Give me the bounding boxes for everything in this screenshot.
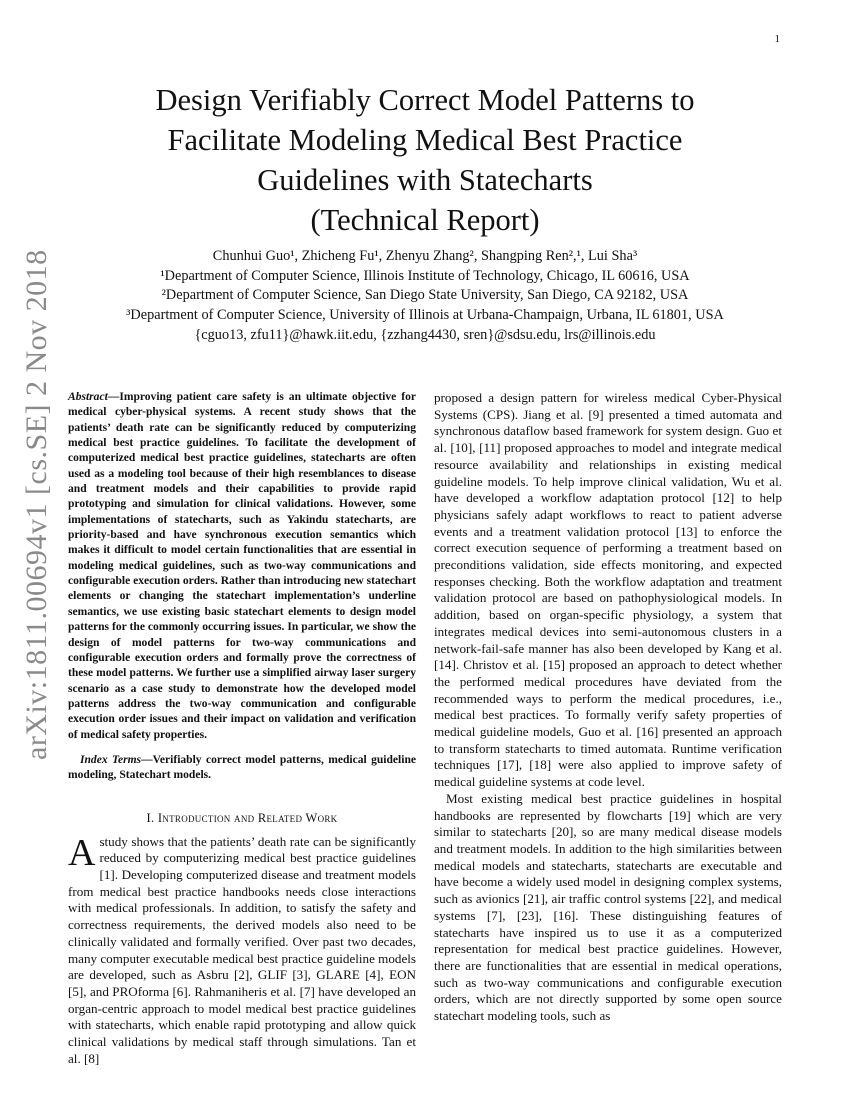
- abstract-text: —Improving patient care safety is an ultimate objective for medical cyber-physical systems. A recent study shows that the patients’ death rate can be significantly reduced by computerizing medical best practice guidelines. To facilitate the development of computerized medical best practice guidelines, statecharts are often used as a modeling tool because of their high resemblances to disease and treatment models and their capabilities to provide rapid prototyping and simulation for clinical validations. However, some implementations of statecharts, such as Yakindu statecharts, are priority-based and have synchronous execution semantics which makes it difficult to model certain functionalities that are essential in modeling medical guidelines, such as two-way communications and configurable execution orders. Rather than introducing new statechart elements or changing the statechart implementation’s underline semantics, we use existing basic statechart elements to design model patterns for the commonly occurring issues. In particular, we show the design of model patterns for two-way communications and configurable execution orders and formally prove the correctness of these model patterns. We further use a simplified airway laser surgery scenario as a case study to demonstrate how the developed model patterns address the two-way communication and configurable execution order issues and their impact on validation and verification of medical safety properties.: [68, 391, 416, 741]
- intro-paragraph-2: Most existing medical best practice guidelines in hospital handbooks are represented by flowcharts [19] which are very similar to statecharts [20], so are many medical disease models and treatment models. In addition to the high similarities between medical models and statecharts, statecharts are executable and have become a widely used model in designing complex systems, such as avionics [21], air traffic control systems [22], and medical systems [7], [23], [16]. These distinguishing features of statecharts have inspired us to use it as a computerized representation for medical best practice guidelines. However, there are functionalities that are essential in medical operations, such as two-way communications and configurable execution orders, which are not directly supported by some open source statechart modeling tools, such as: [434, 790, 782, 1024]
- intro-paragraph-continued: proposed a design pattern for wireless medical Cyber-Physical Systems (CPS). Jiang et al. [9] presented a timed automata and synchronous dataflow based framework for system design. Guo et al. [10], [11] proposed approaches to model and integrate medical resource availability and relationships in existing medical guideline models. To help improve clinical validation, Wu et al. have developed a workflow adaptation protocol [12] to help physicians safely adapt workflows to react to patient adverse events and a treatment validation protocol [13] to enforce the correct execution sequence of performing a treatment based on preconditions validation, side effects monitoring, and expected responses checking. Both the workflow adaptation and treatment validation protocol are based on pathophysiological models. In addition, based on organ-specific physiology, a system that integrates medical devices into semi-autonomous clusters in a network-fail-safe manner has also been developed by Kang et al. [14]. Christov et al. [15] proposed an approach to detect whether the performed medical procedures have deviated from the recommended ways to perform the medical procedures, i.e., medical best practices. To formally verify safety properties of medical guideline models, Guo et al. [16] presented an approach to transform statecharts to timed automata. Runtime verification techniques [17], [18] were also applied to improve safety of medical guideline systems at code level.: [434, 390, 782, 790]
- paper-title: [110, 80, 740, 240]
- arxiv-stamp: arXiv:1811.00694v1 [cs.SE] 2 Nov 2018: [20, 249, 53, 760]
- abstract: [68, 390, 416, 743]
- author-names: Chunhui Guo¹, Zhicheng Fu¹, Zhenyu Zhang², Shangping Ren²,¹, Lui Sha³: [212, 248, 638, 264]
- title-line: Guidelines with Statecharts: [257, 163, 593, 197]
- affiliation: ¹Department of Computer Science, Illinois Institute of Technology, Chicago, IL 60616, USA: [160, 267, 690, 284]
- index-terms-text: —Verifiably correct model patterns, medical guideline modeling, Statechart models.: [68, 753, 416, 782]
- intro-left-text: study shows that the patients’ death rate can be significantly reduced by computerizing medical best practice guidelines [1]. Developing computerized disease and treatment models from medical best practice handbooks needs close interactions with medical professionals. In addition, to satisfy the safety and correctness requirements, the derived models also need to be clinically validated and formally verified. Over past two decades, many computer executable medical best practice guideline models are developed, such as Asbru [2], GLIF [3], GLARE [4], EON [5], and PROforma [6]. Rahmaniheris et al. [7] have developed an organ-centric approach to model medical best practice guidelines with statecharts, which enable rapid prototyping and allow quick clinical validations by medical staff through simulations. Tan et al. [8]: [68, 833, 416, 1066]
- right-column: [434, 390, 782, 1025]
- section-title: Introduction and Related Work: [157, 810, 338, 825]
- section-heading: [68, 811, 416, 826]
- drop-cap: A: [68, 831, 96, 874]
- title-line: Design Verifiably Correct Model Patterns to: [155, 83, 695, 117]
- title-line: (Technical Report): [310, 203, 540, 237]
- left-column: [68, 390, 416, 1067]
- affiliation: ³Department of Computer Science, University of Illinois at Urbana-Champaign, Urbana, IL 61801, USA: [126, 307, 724, 324]
- section-number: I.: [146, 810, 158, 825]
- index-terms-lead: Index Terms: [80, 753, 142, 766]
- index-terms: [68, 753, 416, 784]
- author-block: [90, 247, 760, 346]
- title-line: Facilitate Modeling Medical Best Practice: [167, 123, 683, 157]
- author-emails: {cguo13, zfu11}@hawk.iit.edu, {zzhang4430, sren}@sdsu.edu, lrs@illinois.edu: [194, 326, 656, 343]
- page-number: 1: [774, 33, 780, 45]
- intro-paragraph: [68, 831, 416, 1068]
- affiliation: ²Department of Computer Science, San Diego State University, San Diego, CA 92182, USA: [161, 287, 689, 304]
- abstract-lead: Abstract: [68, 391, 108, 403]
